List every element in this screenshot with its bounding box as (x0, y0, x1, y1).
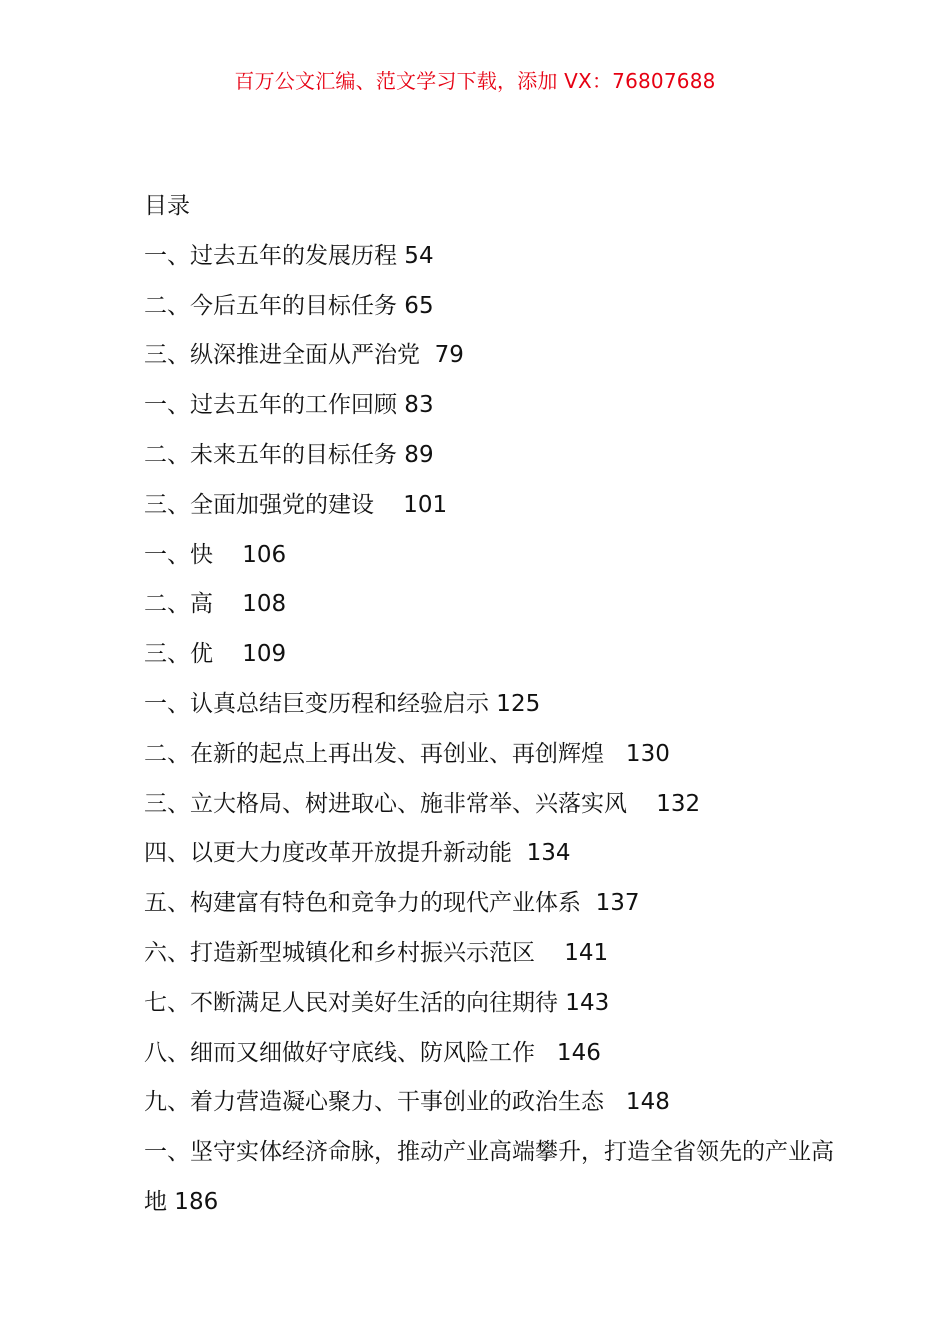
toc-entry-1[interactable] (144, 232, 834, 282)
table-of-contents (144, 182, 834, 1228)
toc-entry-17[interactable] (144, 1029, 834, 1079)
toc-entry-title: 三、立大格局、树进取心、施非常举、兴落实风 (144, 790, 627, 817)
toc-entry-6[interactable] (144, 481, 834, 531)
toc-entry-page: 186 (167, 1188, 219, 1215)
toc-entry-10[interactable] (144, 680, 834, 730)
toc-entry-title: 一、坚守实体经济命脉，推动产业高端攀升，打造全省领先的产业高地 (144, 1139, 834, 1215)
toc-entry-title: 三、纵深推进全面从严治党 (144, 342, 420, 369)
toc-entry-page: 141 (535, 939, 609, 966)
toc-entry-8[interactable] (144, 580, 834, 630)
toc-entry-page: 132 (627, 790, 701, 817)
toc-entry-16[interactable] (144, 979, 834, 1029)
toc-title: 目录 (144, 193, 190, 219)
toc-entry-page: 130 (604, 740, 670, 767)
toc-entry-page: 137 (581, 890, 640, 917)
toc-entry-5[interactable] (144, 431, 834, 481)
toc-entry-title: 一、过去五年的工作回顾 (144, 392, 397, 419)
toc-entry-3[interactable] (144, 331, 834, 381)
toc-entry-14[interactable] (144, 879, 834, 929)
toc-entry-title: 一、认真总结巨变历程和经验启示 (144, 690, 489, 717)
toc-entry-page: 125 (489, 690, 541, 717)
toc-entry-title: 八、细而又细做好守底线、防风险工作 (144, 1039, 535, 1066)
toc-entry-title: 二、高 (144, 591, 213, 618)
toc-entry-page: 83 (397, 392, 434, 419)
toc-entry-title: 二、未来五年的目标任务 (144, 441, 397, 468)
toc-entry-page: 106 (213, 541, 287, 568)
toc-entry-7[interactable] (144, 531, 834, 581)
toc-entry-title: 三、全面加强党的建设 (144, 491, 374, 518)
toc-entry-12[interactable] (144, 780, 834, 830)
toc-entry-page: 143 (558, 989, 610, 1016)
toc-entry-15[interactable] (144, 929, 834, 979)
toc-entry-page: 79 (420, 342, 464, 369)
toc-entry-page: 101 (374, 491, 448, 518)
toc-entry-11[interactable] (144, 730, 834, 780)
toc-entry-13[interactable] (144, 829, 834, 879)
toc-entry-18[interactable] (144, 1078, 834, 1128)
toc-entry-page: 134 (512, 840, 571, 867)
toc-entry-page: 54 (397, 242, 434, 269)
toc-entry-title: 三、优 (144, 641, 213, 668)
toc-entry-page: 89 (397, 441, 434, 468)
toc-entry-9[interactable] (144, 630, 834, 680)
toc-entry-page: 146 (535, 1039, 601, 1066)
toc-entry-4[interactable] (144, 381, 834, 431)
toc-entry-title: 五、构建富有特色和竞争力的现代产业体系 (144, 890, 581, 917)
toc-entry-2[interactable] (144, 282, 834, 332)
toc-entry-title: 二、今后五年的目标任务 (144, 292, 397, 319)
toc-entry-title: 一、过去五年的发展历程 (144, 242, 397, 269)
toc-entry-page: 65 (397, 292, 434, 319)
toc-entry-title: 四、以更大力度改革开放提升新动能 (144, 840, 512, 867)
toc-entry-title: 一、快 (144, 541, 213, 568)
toc-entry-page: 109 (213, 641, 287, 668)
toc-entry-title: 七、不断满足人民对美好生活的向往期待 (144, 989, 558, 1016)
toc-entry-title: 二、在新的起点上再出发、再创业、再创辉煌 (144, 740, 604, 767)
toc-entry-title: 六、打造新型城镇化和乡村振兴示范区 (144, 939, 535, 966)
toc-entry-page: 148 (604, 1089, 670, 1116)
toc-entry-page: 108 (213, 591, 287, 618)
watermark-header: 百万公文汇编、范文学习下载，添加 VX：76807688 (234, 69, 716, 93)
toc-entry-19[interactable] (144, 1128, 834, 1228)
toc-entry-title: 九、着力营造凝心聚力、干事创业的政治生态 (144, 1089, 604, 1116)
